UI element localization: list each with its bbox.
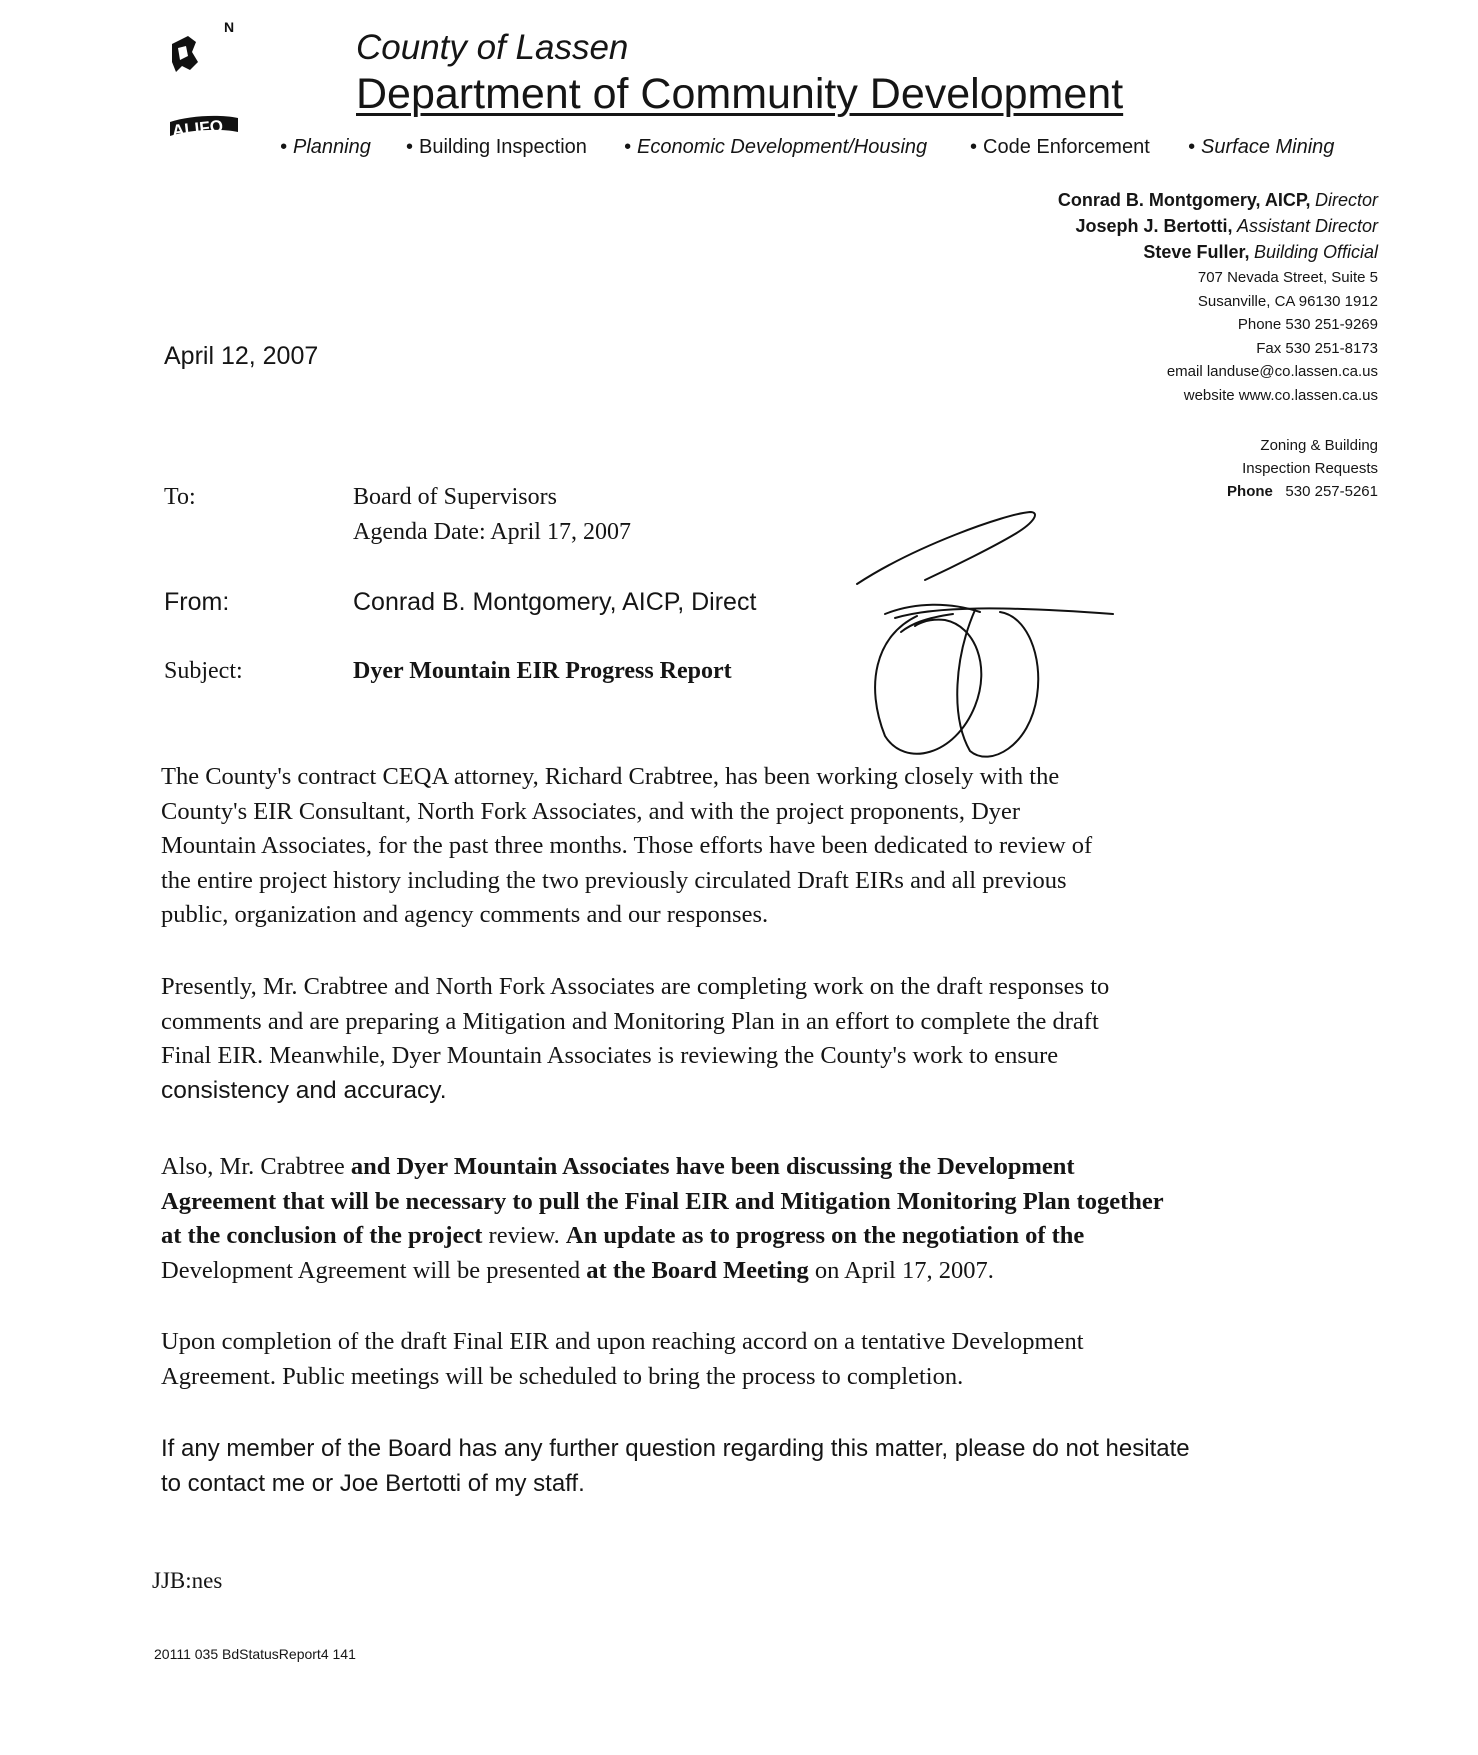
to-label: To: — [164, 484, 196, 510]
director-name: Conrad B. Montgomery, AICP, — [1057, 190, 1311, 210]
paragraph-3-bold: Agreement that will be necessary to pull the Final EIR and Mitigation Monitoring Plan together — [161, 1187, 1164, 1215]
subject-label: Subject: — [164, 658, 243, 684]
director-title: Director — [1314, 190, 1378, 210]
paragraph-5-line: to contact me or Joe Bertotti of my staff. — [161, 1469, 585, 1497]
assistant-director-name: Joseph J. Bertotti, — [1075, 216, 1233, 236]
office-email: email landuse@co.lassen.ca.us — [1166, 363, 1378, 380]
zoning-phone-label: Phone — [1227, 483, 1273, 500]
service-surface-mining: • Surface Mining — [1188, 136, 1335, 158]
department-name: Department of Community Development — [356, 70, 1124, 118]
from-label: From: — [164, 588, 230, 616]
office-website: website www.co.lassen.ca.us — [1183, 386, 1378, 404]
document-file-code: 20111 035 BdStatusReport4 141 — [154, 1646, 356, 1662]
paragraph-1-line: the entire project history including the two previously circulated Draft EIRs and all previous — [161, 866, 1067, 894]
building-official-name: Steve Fuller, — [1143, 242, 1250, 262]
paragraph-3-bold: at the Board Meeting — [586, 1256, 809, 1284]
paragraph-2-line: comments and are preparing a Mitigation and Monitoring Plan in an effort to complete the draft — [161, 1007, 1099, 1035]
staff-directory — [858, 188, 1378, 407]
paragraph-2-line: consistency and accuracy. — [161, 1076, 447, 1104]
office-fax: Fax 530 251-8173 — [1256, 339, 1378, 357]
building-official-title: Building Official — [1253, 242, 1378, 262]
paragraph-4-line: Upon completion of the draft Final EIR and upon reaching accord on a tentative Development — [161, 1328, 1084, 1355]
service-economic-development: • Economic Development/Housing — [624, 136, 928, 158]
office-city: Susanville, CA 96130 1912 — [1197, 292, 1378, 310]
paragraph-3-text: Development Agreement will be presented — [161, 1256, 587, 1284]
zoning-phone-value: 530 257-5261 — [1285, 483, 1378, 500]
paragraph-4-line: Agreement. Public meetings will be scheduled to bring the process to completion. — [161, 1362, 964, 1390]
zoning-line2: Inspection Requests — [1242, 460, 1378, 477]
paragraph-3-bold: An update as to progress on the negotiation of the — [565, 1222, 1085, 1249]
typist-initials: JJB:nes — [152, 1568, 223, 1593]
seal-letter: N — [224, 19, 235, 35]
agenda-date: Agenda Date: April 17, 2007 — [353, 519, 631, 545]
paragraph-5 — [161, 1432, 1381, 1501]
letter-date: April 12, 2007 — [164, 342, 319, 370]
service-code-enforcement: • Code Enforcement — [970, 136, 1150, 158]
paragraph-3 — [161, 1150, 1381, 1288]
handwritten-signature — [855, 506, 1125, 771]
paragraph-1 — [161, 760, 1381, 933]
county-name: County of Lassen — [356, 28, 629, 67]
paragraph-1-line: Mountain Associates, for the past three months. Those efforts have been dedicated to review of — [161, 832, 1093, 859]
paragraph-5-line: If any member of the Board has any further question regarding this matter, please do not hesitate — [161, 1435, 1190, 1462]
from-sender: Conrad B. Montgomery, AICP, Direct — [353, 588, 757, 616]
paragraph-2 — [161, 970, 1381, 1108]
zoning-requests-block — [1078, 434, 1378, 503]
seal-text: ALIFO — [171, 116, 224, 141]
paragraph-2-line: Final EIR. Meanwhile, Dyer Mountain Associates is reviewing the County's work to ensure — [161, 1042, 1059, 1069]
paragraph-3-bold: and Dyer Mountain Associates have been discussing the Development — [350, 1153, 1075, 1180]
county-seal-logo — [168, 18, 273, 153]
service-building-inspection: • Building Inspection — [406, 136, 587, 158]
paragraph-1-line: County's EIR Consultant, North Fork Associates, and with the project proponents, Dyer — [161, 797, 1021, 825]
zoning-line1: Zoning & Building — [1260, 437, 1378, 454]
paragraph-3-text: review. — [482, 1222, 566, 1249]
office-phone: Phone 530 251-9269 — [1237, 316, 1378, 333]
paragraph-2-line: Presently, Mr. Crabtree and North Fork Associates are completing work on the draft responses to — [161, 973, 1110, 1000]
paragraph-3-text: Also, Mr. Crabtree — [161, 1153, 351, 1180]
paragraph-1-line: The County's contract CEQA attorney, Richard Crabtree, has been working closely with the — [161, 763, 1060, 790]
paragraph-3-text: on April 17, 2007. — [808, 1256, 994, 1284]
subject-value: Dyer Mountain EIR Progress Report — [353, 658, 732, 684]
office-address: 707 Nevada Street, Suite 5 — [1197, 269, 1378, 286]
paragraph-4 — [161, 1325, 1381, 1394]
to-recipient: Board of Supervisors — [353, 484, 557, 510]
assistant-director-title: Assistant Director — [1236, 216, 1378, 236]
paragraph-1-line: public, organization and agency comments and our responses. — [161, 901, 769, 928]
paragraph-3-bold: at the conclusion of the project — [161, 1222, 483, 1249]
service-planning: • Planning — [280, 136, 371, 158]
